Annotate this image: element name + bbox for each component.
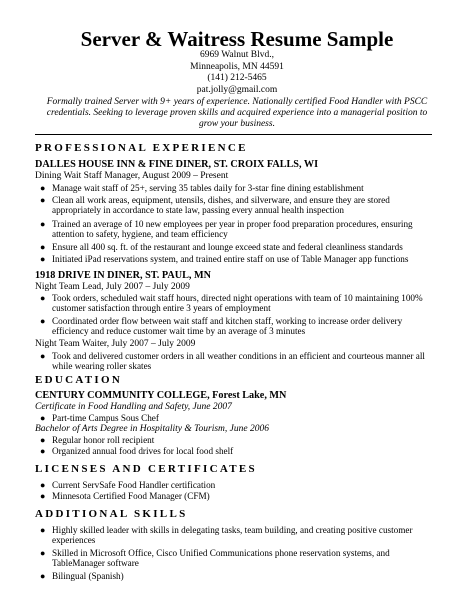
phone-number: (141) 212-5465: [207, 73, 267, 83]
bullet-icon: ●: [40, 446, 46, 456]
list-item: ● Part-time Campus Sous Chef: [40, 413, 159, 423]
bullet-icon: ●: [40, 435, 46, 445]
list-item: ● Took orders, scheduled wait staff hours, directed night operations with team of 10 maintaining 100% customer satisfaction through entire 3 years of employment: [40, 293, 423, 314]
licenses-heading: LICENSES AND CERTIFICATES: [35, 463, 257, 475]
school-name: CENTURY COMMUNITY COLLEGE, Forest Lake, MN: [35, 390, 287, 401]
certificate-line: Certificate in Food Handling and Safety, June 2007: [35, 402, 232, 412]
list-item: ● Minnesota Certified Food Manager (CFM): [40, 491, 210, 501]
resume-title: Server & Waitress Resume Sample: [80, 27, 394, 51]
bullet-icon: ●: [40, 480, 46, 490]
job-2-role-1: Night Team Lead, July 2007 – July 2009: [35, 282, 190, 292]
bullet-icon: ●: [40, 242, 46, 252]
bullet-icon: ●: [40, 351, 46, 361]
bullet-icon: ●: [40, 254, 46, 264]
list-item: ● Clean all work areas, equipment, utensils, dishes, and silverware, and ensure they are stored appropriately in accordance to state law, passing every annual health inspection: [40, 195, 390, 216]
list-item: ● Regular honor roll recipient: [40, 435, 155, 445]
list-item: ● Trained an average of 10 new employees per year in proper food preparation procedures, ensuring attention to safety, hygiene, and team efficiency: [40, 219, 413, 240]
experience-heading: PROFESSIONAL EXPERIENCE: [35, 142, 248, 154]
bullet-icon: ●: [40, 219, 46, 229]
degree-line: Bachelor of Arts Degree in Hospitality & Tourism, June 2006: [35, 424, 269, 434]
list-item: ● Ensure all 400 sq. ft. of the restaurant and lounge exceed state and federal cleanliness standards: [40, 242, 403, 252]
bullet-icon: ●: [40, 491, 46, 501]
bullet-icon: ●: [40, 183, 46, 193]
list-item: ● Initiated iPad reservations system, and trained entire staff on use of Table Manager app functions: [40, 254, 409, 264]
bullet-icon: ●: [40, 571, 46, 581]
employer-2: 1918 DRIVE IN DINER, ST. PAUL, MN: [35, 270, 211, 281]
summary-divider: [35, 134, 432, 135]
list-item: ● Coordinated order flow between wait staff and kitchen staff, working to increase order delivery efficiency and reduce customer wait time by an average of 3 minutes: [40, 316, 403, 337]
bullet-icon: ●: [40, 548, 46, 558]
bullet-icon: ●: [40, 316, 46, 326]
skills-heading: ADDITIONAL SKILLS: [35, 508, 188, 520]
job-1-role: Dining Wait Staff Manager, August 2009 – Present: [35, 171, 229, 181]
bullet-icon: ●: [40, 525, 46, 535]
address-line-2: Minneapolis, MN 44591: [190, 61, 284, 72]
list-item: ● Skilled in Microsoft Office, Cisco Unified Communications phone reservation systems, and TableManager software: [40, 548, 390, 569]
summary-paragraph: Formally trained Server with 9+ years of experience. Nationally certified Food Handler with PSCC credentials. Seeking to leverage proven skills and acquired experience into a managerial position to grow your business.: [46, 97, 428, 130]
list-item: ● Organized annual food drives for local food shelf: [40, 446, 234, 456]
bullet-icon: ●: [40, 195, 46, 205]
list-item: ● Highly skilled leader with skills in delegating tasks, team building, and creating positive customer experiences: [40, 525, 413, 546]
bullet-icon: ●: [40, 293, 46, 303]
job-2-role-2: Night Team Waiter, July 2007 – July 2009: [35, 339, 196, 349]
list-item: ● Bilingual (Spanish): [40, 571, 124, 581]
list-item: ● Current ServSafe Food Handler certification: [40, 480, 216, 490]
email-address: pat.jolly@gmail.com: [196, 84, 278, 95]
list-item: ● Manage wait staff of 25+, serving 35 tables daily for 3-star fine dining establishment: [40, 183, 364, 193]
address-line-1: 6969 Walnut Blvd.,: [199, 50, 274, 60]
education-heading: EDUCATION: [35, 374, 123, 386]
employer-1: DALLES HOUSE INN & FINE DINER, ST. CROIX FALLS, WI: [35, 159, 319, 170]
bullet-icon: ●: [40, 413, 46, 423]
list-item: ● Took and delivered customer orders in all weather conditions in an efficient and courteous manner all while wearing roller skates: [40, 351, 425, 372]
contact-block: [0, 50, 474, 96]
